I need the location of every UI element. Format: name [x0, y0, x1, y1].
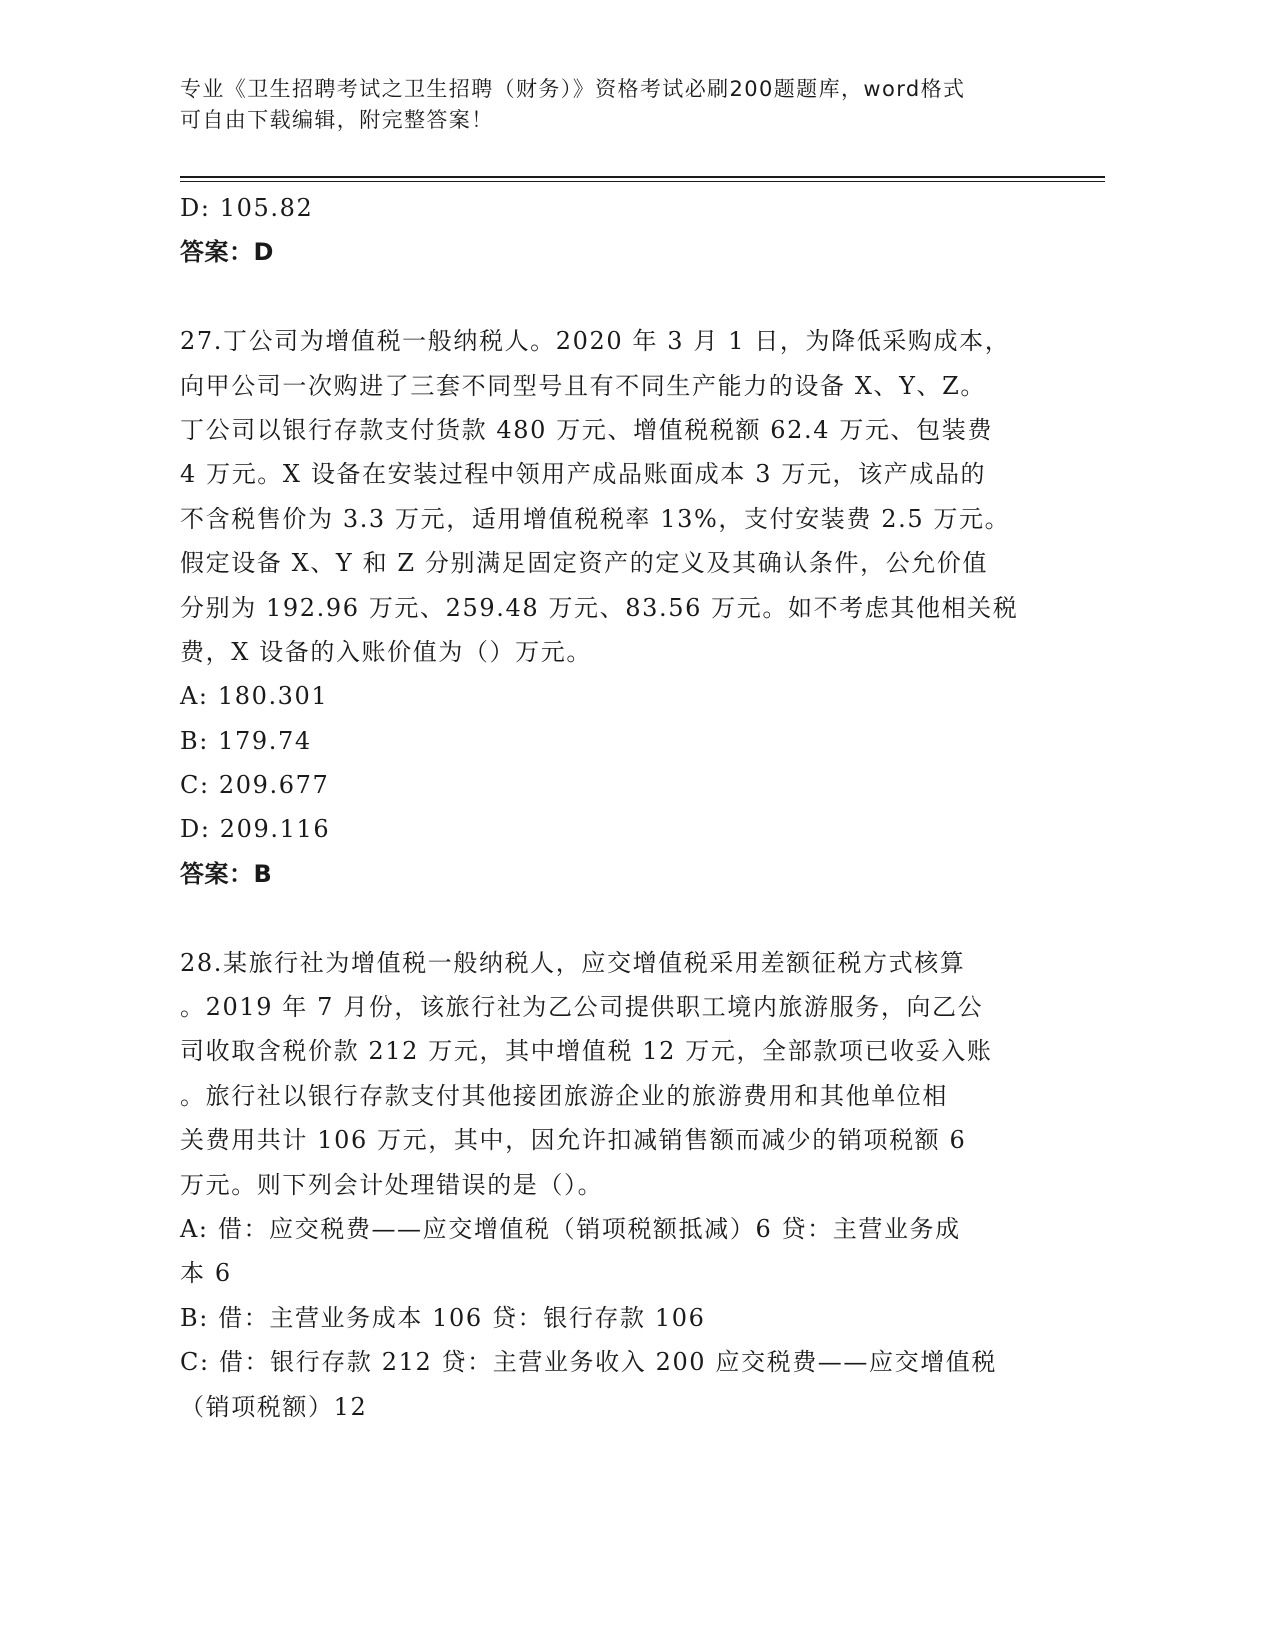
document-header [180, 74, 1040, 136]
q27-option-d: D: 209.116 [180, 815, 331, 844]
q27-option-a: A: 180.301 [180, 682, 329, 711]
question-27 [180, 319, 1040, 896]
spacer [180, 896, 1040, 940]
q28-option-a: A: 借：应交税费——应交增值税（销项税额抵减）6 贷：主营业务成 [180, 1214, 961, 1243]
q27-stem-line: 分别为 192.96 万元、259.48 万元、83.56 万元。如不考虑其他相关税 [180, 593, 1019, 622]
q28-stem-line: 28.某旅行社为增值税一般纳税人，应交增值税采用差额征税方式核算 [180, 948, 966, 977]
q27-option-b: B: 179.74 [180, 726, 312, 755]
q27-answer: 答案：B [180, 859, 273, 888]
question-28 [180, 941, 1040, 1429]
q28-option-a-continued: 本 6 [180, 1259, 232, 1288]
q27-stem-line: 费，X 设备的入账价值为（）万元。 [180, 637, 592, 666]
q28-stem-line: 。2019 年 7 月份，该旅行社为乙公司提供职工境内旅游服务，向乙公 [180, 993, 984, 1022]
q28-option-c: C: 借：银行存款 212 贷：主营业务收入 200 应交税费——应交增值税 [180, 1348, 998, 1377]
q27-stem-line: 4 万元。X 设备在安装过程中领用产成品账面成本 3 万元，该产成品的 [180, 460, 987, 489]
q28-option-c-continued: （销项税额）12 [180, 1392, 368, 1421]
q27-option-c: C: 209.677 [180, 771, 330, 800]
header-divider-thick [180, 176, 1105, 178]
header-line-1: 专业《卫生招聘考试之卫生招聘（财务）》资格考试必刷200题题库，word格式 [180, 77, 966, 101]
q27-stem-line: 不含税售价为 3.3 万元，适用增值税税率 13%，支付安装费 2.5 万元。 [180, 504, 1011, 533]
q27-stem-line: 丁公司以银行存款支付货款 480 万元、增值税税额 62.4 万元、包装费 [180, 415, 993, 444]
q28-stem-line: 。旅行社以银行存款支付其他接团旅游企业的旅游费用和其他单位相 [180, 1081, 948, 1110]
prev-option-d: D: 105.82 [180, 194, 314, 222]
q27-stem-line: 向甲公司一次购进了三套不同型号且有不同生产能力的设备 X、Y、Z。 [180, 371, 987, 400]
prev-answer: 答案：D [180, 238, 274, 267]
q28-stem-line: 万元。则下列会计处理错误的是（）。 [180, 1170, 604, 1199]
q27-stem-line: 27.丁公司为增值税一般纳税人。2020 年 3 月 1 日，为降低采购成本， [180, 327, 1011, 356]
q27-stem-line: 假定设备 X、Y 和 Z 分别满足固定资产的定义及其确认条件，公允价值 [180, 549, 989, 578]
header-line-2: 可自由下载编辑，附完整答案！ [180, 108, 494, 132]
q28-stem-line: 关费用共计 106 万元，其中，因允许扣减销售额而减少的销项税额 6 [180, 1126, 967, 1155]
document-body [180, 186, 1040, 1429]
spacer [180, 275, 1040, 319]
header-divider-thin [180, 181, 1105, 182]
q28-option-b: B: 借：主营业务成本 106 贷：银行存款 106 [180, 1303, 706, 1332]
q28-stem-line: 司收取含税价款 212 万元，其中增值税 12 万元，全部款项已收妥入账 [180, 1037, 993, 1066]
